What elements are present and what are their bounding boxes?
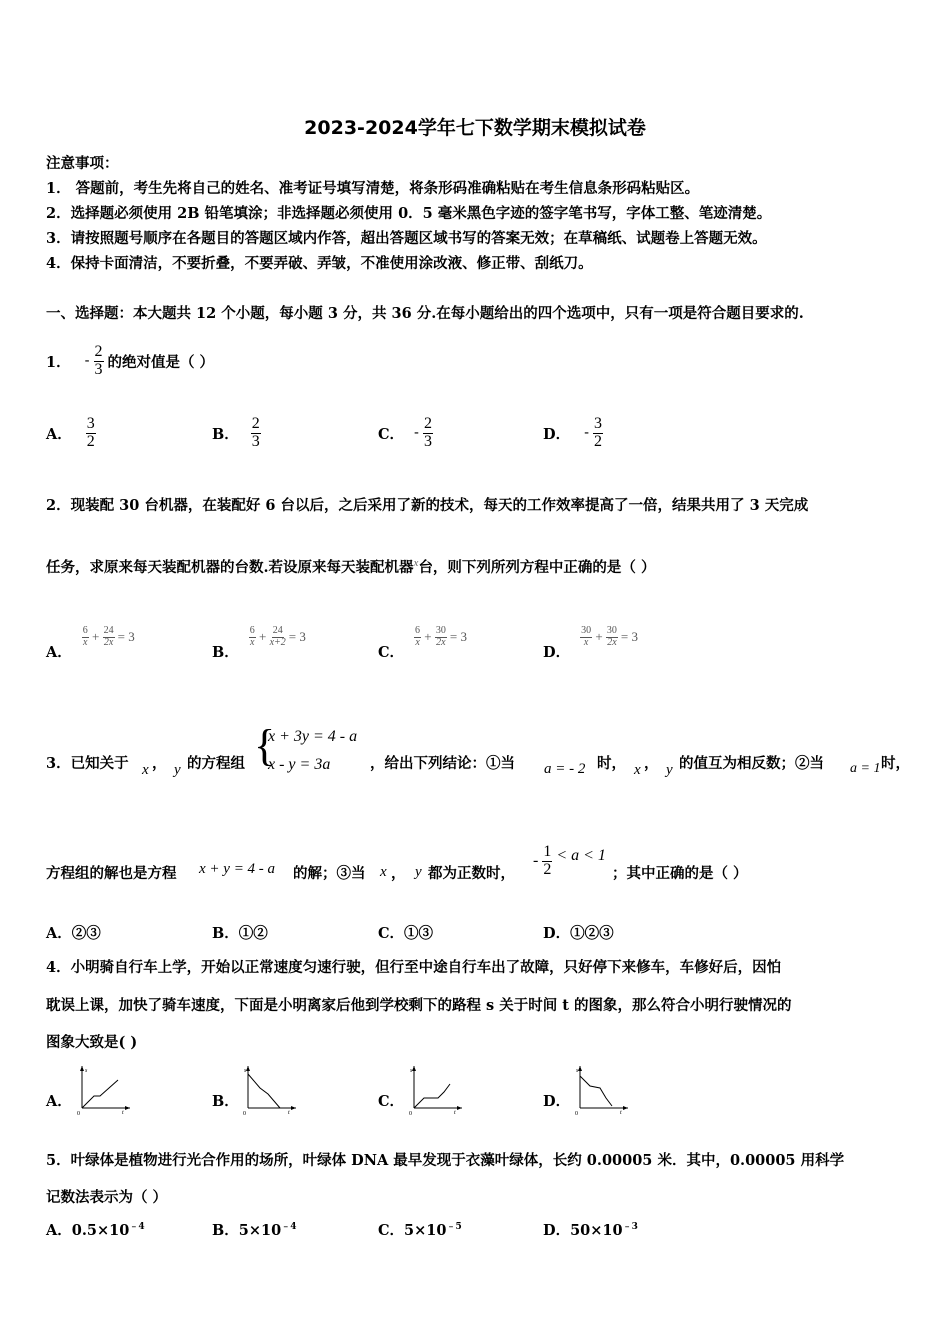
question-2-line: 2．现装配 30 台机器，在装配好 6 台以后，之后采用了新的技术，每天的工作效率提高了一倍，结果共用了 3 天完成 <box>46 497 809 514</box>
fraction: $\frac{2}{3}$ <box>94 342 103 378</box>
option-c[interactable]: C．$5\times 10^{﹣5}$ <box>378 1222 462 1239</box>
notice-item: 4．保持卡面清洁，不要折叠，不要弄破、弄皱，不准使用涂改液、修正带、刮纸刀。 <box>46 255 593 272</box>
equation-2: x - y = 3a <box>268 756 331 773</box>
svg-text:s: s <box>576 1068 579 1074</box>
condition-2: a = 1 <box>850 761 881 776</box>
option-d[interactable]: D． $\frac{30}{x}$ + $\frac{30}{2x}$ = 3 <box>543 625 639 661</box>
svg-text:t: t <box>288 1110 290 1116</box>
question-4-line: 图象大致是( ) <box>46 1034 138 1051</box>
section-heading: 一、选择题：本大题共 12 个小题，每小题 3 分，共 36 分.在每小题给出的四个选项中，只有一项是符合题目要求的. <box>46 305 804 322</box>
option-a[interactable]: A．②③ <box>46 925 101 942</box>
svg-text:s: s <box>410 1068 413 1074</box>
notice-item: 3．请按照题号顺序在各题目的答题区域内作答，超出答题区域书写的答案无效；在草稿纸、试题卷上答题无效。 <box>46 230 767 247</box>
notice-item: 1． 答题前，考生先将自己的姓名、准考证号填写清楚，将条形码准确粘贴在考生信息条形码粘贴区。 <box>46 180 700 197</box>
option-b[interactable]: B． $\frac{2}{3}$ <box>212 414 260 450</box>
option-b[interactable]: B．①② <box>212 925 268 942</box>
svg-text:t: t <box>620 1110 622 1116</box>
option-c[interactable]: C．①③ <box>378 925 434 942</box>
svg-text:0: 0 <box>575 1111 578 1116</box>
graph-c <box>404 1064 466 1116</box>
page-title: 2023-2024学年七下数学期末模拟试卷 <box>304 117 646 139</box>
option-d[interactable]: D． - $\frac{3}{2}$ <box>543 414 602 450</box>
graph-a <box>72 1064 134 1116</box>
question-5-line: 记数法表示为（ ） <box>46 1189 168 1206</box>
question-5-line: 5．叶绿体是植物进行光合作用的场所，叶绿体 DNA 最早发现于衣藻叶绿体，长约 0.00005 米．其中，0.00005 用科学 <box>46 1152 845 1169</box>
option-c[interactable]: C． <box>378 1093 405 1110</box>
question-1: 1． - $\frac{2}{3}$ 的绝对值是（ ） <box>46 342 215 378</box>
svg-text:0: 0 <box>243 1111 246 1116</box>
question-number: 1． <box>46 353 71 371</box>
option-a[interactable]: A． $\frac{3}{2}$ <box>46 414 95 450</box>
question-3-prefix: 3．已知关于 <box>46 755 129 772</box>
question-2-line: 任务，求原来每天装配机器的台数.若设原来每天装配机器$^x$台，则下列所列方程中正确的是（ ） <box>46 557 656 576</box>
option-b[interactable]: B． $\frac{6}{x}$ + $\frac{24}{x+2}$ = 3 <box>212 625 306 661</box>
option-b[interactable]: B．$5\times 10^{﹣4}$ <box>212 1222 297 1239</box>
condition-1: a = - 2 <box>544 761 586 777</box>
option-b[interactable]: B． <box>212 1093 239 1110</box>
equation-3: x + y = 4 - a <box>199 861 276 877</box>
option-a[interactable]: A．$0.5\times 10^{﹣4}$ <box>46 1222 145 1239</box>
inequality: - $\frac{1}{2}$ < a < 1 <box>533 842 606 878</box>
svg-text:0: 0 <box>77 1111 80 1116</box>
question-4-line: 4．小明骑自行车上学，开始以正常速度匀速行驶，但行至中途自行车出了故障，只好停下来修车，车修好后，因怕 <box>46 959 782 976</box>
option-d[interactable]: D． <box>543 1093 571 1110</box>
graph-d <box>570 1064 632 1116</box>
option-d[interactable]: D．①②③ <box>543 925 614 942</box>
question-4-line: 耽误上课，加快了骑车速度，下面是小明离家后他到学校剩下的路程 s 关于时间 t 的图象，那么符合小明行驶情况的 <box>46 997 792 1014</box>
notice-heading: 注意事项： <box>46 155 119 172</box>
option-a[interactable]: A． $\frac{6}{x}$ + $\frac{24}{2x}$ = 3 <box>46 625 135 661</box>
svg-text:0: 0 <box>409 1111 412 1116</box>
notice-item: 2．选择题必须使用 2B 铅笔填涂；非选择题必须使用 0．5 毫米黑色字迹的签字笔书写，字体工整、笔迹清楚。 <box>46 205 772 222</box>
svg-text:t: t <box>454 1110 456 1116</box>
option-d[interactable]: D．$50\times 10^{﹣3}$ <box>543 1222 638 1239</box>
option-a[interactable]: A． <box>46 1093 72 1110</box>
option-c[interactable]: C． - $\frac{2}{3}$ <box>378 414 432 450</box>
equation-1: x + 3y = 4 - a <box>268 728 358 745</box>
svg-text:t: t <box>122 1110 124 1116</box>
system-brace: { <box>254 721 276 770</box>
graph-b <box>238 1064 300 1116</box>
option-c[interactable]: C． $\frac{6}{x}$ + $\frac{30}{2x}$ = 3 <box>378 625 467 661</box>
svg-text:s: s <box>85 1068 88 1074</box>
svg-text:s: s <box>244 1068 247 1074</box>
